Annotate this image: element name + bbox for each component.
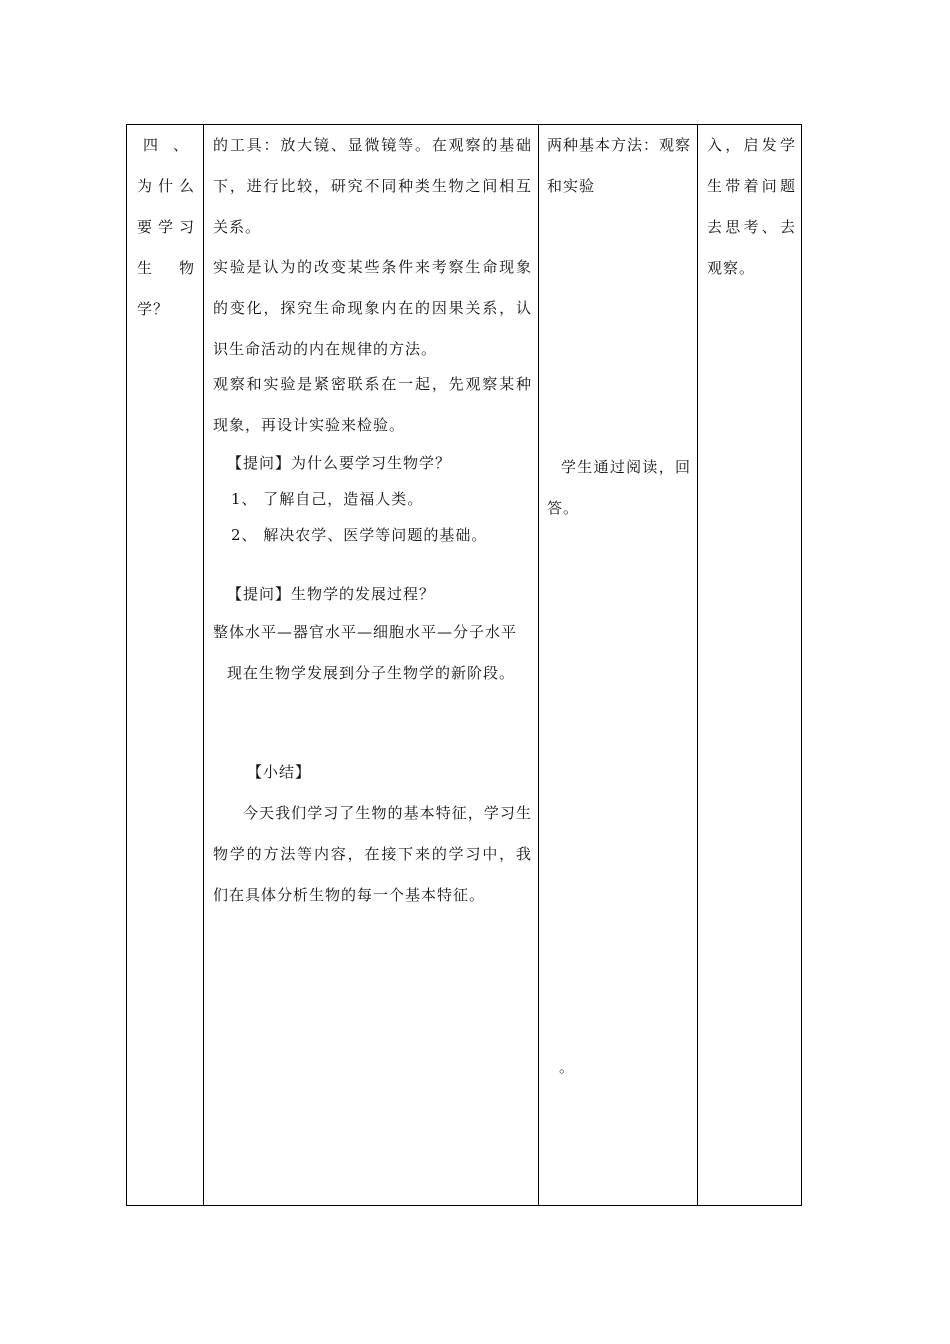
paragraph-current-stage: 现在生物学发展到分子生物学的新阶段。 (227, 664, 516, 682)
student-activity-reading: 学生通过阅读，回答。 (547, 458, 691, 517)
section-heading-line: 四、 (143, 136, 189, 154)
list-item: 1、 了解自己，造福人类。 (231, 490, 424, 508)
section-heading-line: 要学习 (137, 218, 195, 236)
design-intent-cell (698, 125, 802, 1205)
student-activity-methods: 两种基本方法：观察和实验 (547, 136, 692, 195)
section-heading-line: 学？ (137, 300, 170, 318)
summary-body: 今天我们学习了生物的基本特征，学习生物学的方法等内容，在接下来的学习中，我们在具体分析生物的每一个基本特征。 (213, 804, 532, 904)
student-activity-dot: 。 (559, 1058, 576, 1076)
paragraph-observation-experiment: 观察和实验是紧密联系在一起，先观察某种现象，再设计实验来检验。 (213, 375, 532, 434)
section-heading-line: 为什么 (137, 177, 195, 195)
summary-heading: 【小结】 (247, 763, 312, 781)
paragraph-observation-tools: 的工具：放大镜、显微镜等。在观察的基础下，进行比较，研究不同种类生物之间相互关系。 (213, 136, 532, 236)
list-item: 2、 解决农学、医学等问题的基础。 (231, 526, 488, 544)
section-heading-cell (127, 125, 203, 1205)
question-why-study-biology: 【提问】为什么要学习生物学？ (227, 454, 452, 472)
teaching-content-cell (204, 125, 538, 1205)
lesson-plan-table (126, 124, 802, 1206)
paragraph-experiment-definition: 实验是认为的改变某些条件来考察生命现象的变化，探究生命现象内在的因果关系，认识生命活动的内在规律的方法。 (213, 258, 532, 358)
paragraph-levels: 整体水平—器官水平—细胞水平—分子水平 (213, 623, 518, 641)
student-activity-cell (539, 125, 697, 1205)
question-development-process: 【提问】生物学的发展过程？ (227, 585, 436, 603)
design-intent-text: 入，启发学生带着问题去思考、去观察。 (707, 136, 796, 277)
section-heading-line: 生物 (137, 259, 195, 277)
